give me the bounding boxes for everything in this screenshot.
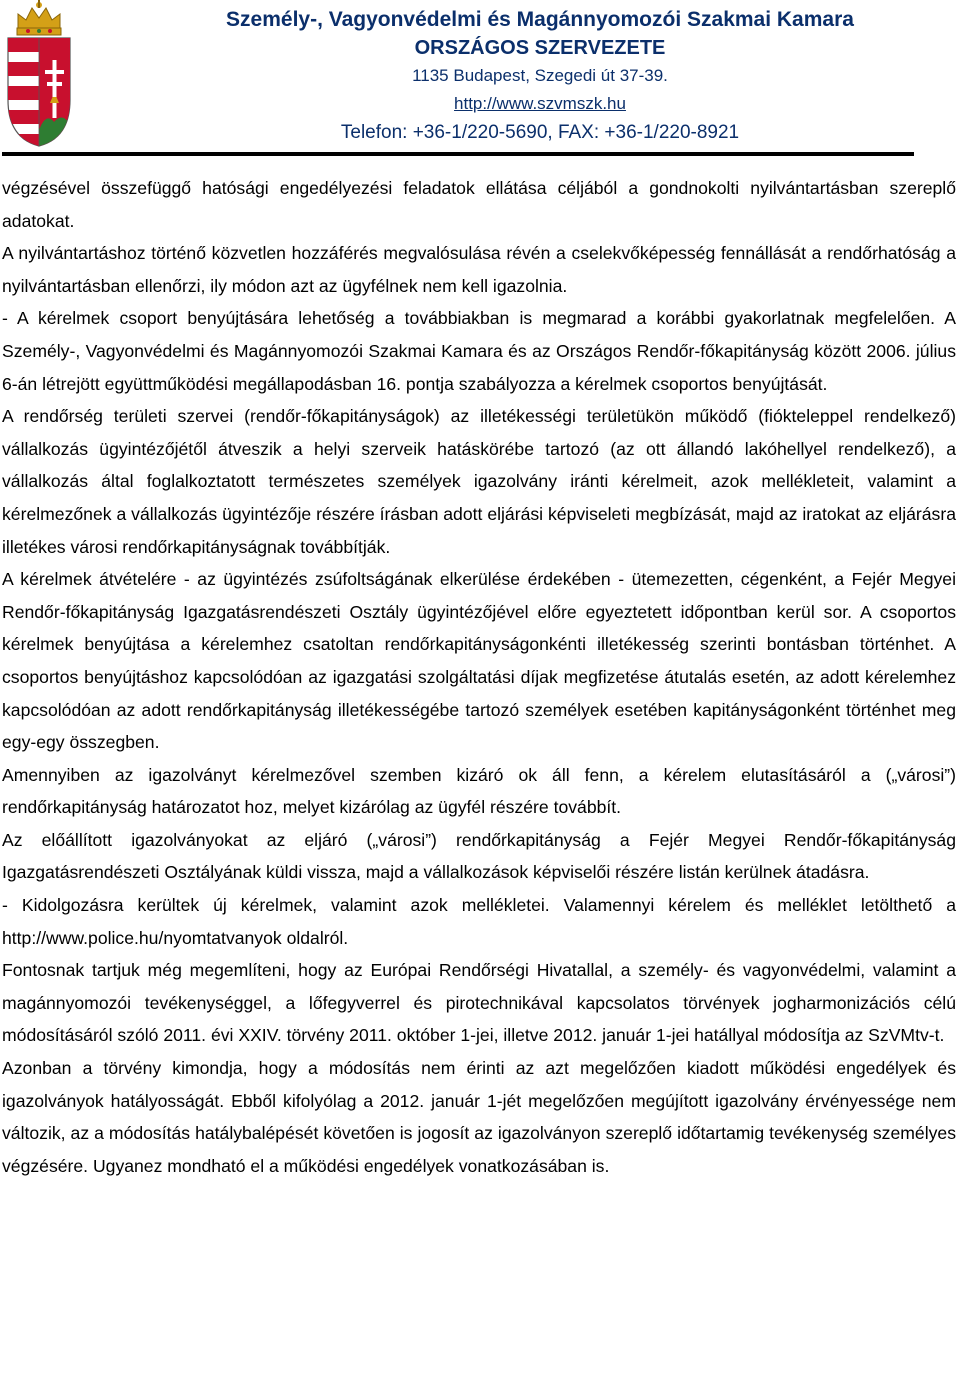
national-office: ORSZÁGOS SZERVEZETE [414,37,666,59]
holy-crown-icon [17,0,61,35]
paragraph: Azonban a törvény kimondja, hogy a módosítás nem érinti az azt megelőzően kiadott működési engedélyek és igazolványok hatályosságát. Ebből kifolyólag a 2012. január 1-jét megelőzően megújított igazolvány érvényessége nem változik, az a módosítás hatálybalépését követően is jogosít az igazolványon szereplő időtartamig tevékenység személyes végzésére. Ugyanez mondható el a működési engedélyek vonatkozásában is. [2,1058,956,1176]
organization-name: Személy-, Vagyonvédelmi és Magánnyomozói Szakmai Kamara [226,8,854,31]
paragraph: Amennyiben az igazolványt kérelmezővel szemben kizáró ok áll fenn, a kérelem elutasításáról a („városi”) rendőrkapitányság határozatot hoz, melyet kizárólag az ügyfél részére továbbít. [2,764,956,818]
double-cross-field [39,38,70,148]
address: 1135 Budapest, Szegedi út 37-39. [412,66,668,85]
letterhead-text [160,6,920,148]
hungarian-coat-of-arms-icon [4,0,74,148]
paragraph: - Kidolgozásra kerültek új kérelmek, valamint azok mellékletei. Valamennyi kérelem és melléklet letölthető a http://www.police.hu/nyomtatvanyok oldalról. [2,895,956,948]
paragraph: - A kérelmek csoport benyújtására lehetőség a továbbiakban is megmarad a korábbi gyakorlatnak megfelelően. A Személy-, Vagyonvédelmi és Magánnyomozói Szakmai Kamara és az Országos Rendőr-főkapitányság között 2006. július 6-án létrejött együttműködési megállapodásban 16. pontja szabályozza a kérelmek csoportos benyújtását. [2,308,956,394]
letterhead [0,0,960,160]
paragraph: Fontosnak tartjuk még megemlíteni, hogy az Európai Rendőrségi Hivatallal, a személy- és vagyonvédelmi, valamint a magánnyomozói tevékenységgel, a lőfegyverrel és pirotechnikával kapcsolatos törvények jogharmonizációs célú módosításáról szóló 2011. évi XXIV. törvény 2011. október 1-jei, illetve 2012. január 1-jei hatállyal módosítja az SzVMtv-t. [2,960,956,1046]
paragraph: A kérelmek átvételére - az ügyintézés zsúfoltságának elkerülése érdekében - ütemezetten, cégenként, a Fejér Megyei Rendőr-főkapitányság Igazgatásrendészeti Osztály ügyintézőjével előre egyeztetett időpontban kerül sor. A csoportos kérelmek benyújtása a kérelemhez csatoltan rendőrkapitányságonkénti illetékesség szerinti bontásban történhet. A csoportos benyújtáshoz kapcsolódóan az igazgatási szolgáltatási díjak megfizetése átutalás esetén, az adott kérelemhez kapcsolódóan az adott rendőrkapitányság illetékességébe tartozó személyek esetében kapitányságonként történhet meg egy-egy összegben. [2,569,956,753]
paragraph: A rendőrség területi szervei (rendőr-főkapitányságok) az illetékességi területükön működő (fiókteleppel rendelkező) vállalkozás ügyintézőjétől átveszik a helyi szerveik hatáskörébe tartozó (az ott állandó lakóhellyel rendelkező), a vállalkozás által foglalkoztatott természetes személyek igazolvány iránti kérelmeit, azok mellékleteit, valamint a kérelmezőnek a vállalkozás ügyintézője részére írásban adott eljárási képviseleti megbízását, majd az iratokat az eljárásra illetékes városi rendőrkapitányságnak továbbítják. [2,406,956,557]
header-divider [2,152,914,156]
paragraph: Az előállított igazolványokat az eljáró („városi”) rendőrkapitányság a Fejér Megyei Rendőr-főkapitányság Igazgatásrendészeti Osztályának küldi vissza, majd a vállalkozások képviselői részére listán kerülnek átadásra. [2,829,956,883]
paragraph: A nyilvántartáshoz történő közvetlen hozzáférés megvalósulása révén a cselekvőképesség fennállását a rendőrhatóság a nyilvántartásban ellenőrzi, ily módon azt az ügyfélnek nem kell igazolnia. [2,243,956,296]
website-link[interactable]: http://www.szvmszk.hu [454,94,626,113]
document-body [2,172,956,1182]
phone-fax: Telefon: +36-1/220-5690, FAX: +36-1/220-8921 [340,122,740,143]
paragraph: végzésével összefüggő hatósági engedélyezési feladatok ellátása céljából a gondnokolti nyilvántartásban szereplő adatokat. [2,178,956,231]
